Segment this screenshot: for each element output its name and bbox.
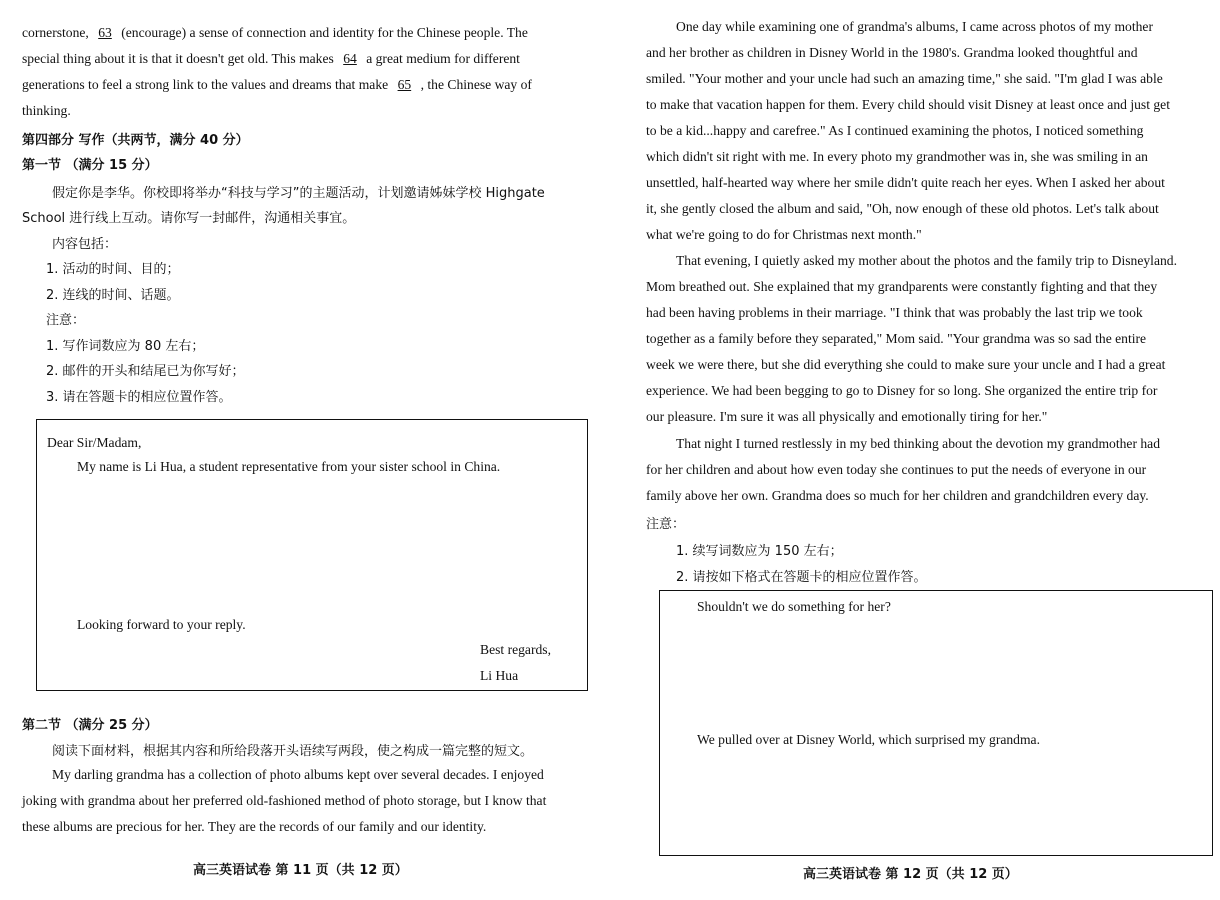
section2-heading: 第二节 （满分 25 分） [22, 718, 158, 733]
section2-instruction: 阅读下面材料，根据其内容和所给段落开头语续写两段，使之构成一篇完整的短文。 [52, 744, 534, 759]
letter-closing: Looking forward to your reply. [77, 617, 246, 632]
right-note-item-1: 1. 续写词数应为 150 左右； [676, 544, 843, 559]
letter-signature: Li Hua [480, 668, 519, 683]
note-item-2: 2. 邮件的开头和结尾已为你写好； [46, 364, 245, 379]
letter-greeting: Dear Sir/Madam, [47, 435, 142, 450]
story-paragraph-1: My darling grandma has a collection of photo albums kept over several decades. I enjoyed joking with grandma about her preferred old-fashioned method of photo storage, but I know that these albums are precious for her. They are the records of our family and our identity. [22, 767, 547, 834]
story-paragraph-4: That night I turned restlessly in my bed thinking about the devotion my grandmother had for her children and about how even today she continues to put the needs of everyone in our family above her own. Grandma does so much for her children and grandchildren every day. [646, 436, 1160, 503]
passage-line-4: thinking. [22, 103, 71, 118]
passage-line-3: generations to feel a strong link to the values and dreams that make 65 , the Chinese way of [22, 77, 532, 92]
letter-opening: My name is Li Hua, a student representative from your sister school in China. [77, 459, 501, 474]
note-item-1: 1. 写作词数应为 80 左右； [46, 339, 205, 354]
continuation-opener-1: Shouldn't we do something for her? [697, 599, 891, 614]
content-label: 内容包括： [52, 237, 118, 252]
blank-64: 64 [343, 51, 357, 66]
blank-65: 65 [397, 77, 412, 92]
right-notes-label: 注意： [646, 517, 686, 532]
continuation-opener-2: We pulled over at Disney World, which surprised my grandma. [697, 732, 1040, 747]
blank-63: 63 [98, 25, 112, 40]
content-item-2: 2. 连线的时间、话题。 [46, 288, 180, 303]
page-footer-12: 高三英语试卷 第 12 页（共 12 页） [803, 867, 1018, 882]
right-note-item-2: 2. 请按如下格式在答题卡的相应位置作答。 [676, 570, 927, 585]
story-paragraph-3: That evening, I quietly asked my mother about the photos and the family trip to Disneyland. Mom breathed out. She explained that my grandparents were constantly fighting and that they had been having problems in their marriage. "I think that was probably the last trip we took together as a family before they separated," Mom said. "Your grandma was so sad the entire week we were there, but she did everything she could to make sure your uncle and I had a great experience. We had been begging to go to Disney for so long. She organized the entire trip for our pleasure. I'm sure it was all physically and emotionally tiring for her." [646, 253, 1177, 424]
letter-answer-box [36, 419, 588, 691]
prompt-line-1: 假定你是李华。你校即将举办“科技与学习”的主题活动，计划邀请姊妹学校 Highgate [52, 186, 545, 201]
passage-line-1: cornerstone, 63 (encourage) a sense of connection and identity for the Chinese people. The [22, 25, 528, 40]
section1-heading: 第一节 （满分 15 分） [22, 158, 158, 173]
passage-line-2: special thing about it is that it doesn't get old. This makes 64 a great medium for different [22, 51, 520, 66]
letter-regards: Best regards, [480, 642, 551, 657]
note-item-3: 3. 请在答题卡的相应位置作答。 [46, 390, 232, 405]
right-page [610, 0, 1220, 900]
prompt-line-2: School 进行线上互动。请你写一封邮件，沟通相关事宜。 [22, 211, 356, 226]
continuation-answer-box [659, 590, 1213, 856]
content-item-1: 1. 活动的时间、目的； [46, 262, 180, 277]
part4-heading: 第四部分 写作（共两节，满分 40 分） [22, 133, 249, 148]
story-paragraph-2: One day while examining one of grandma's albums, I came across photos of my mother and her brother as children in Disney World in the 1980's. Grandma looked thoughtful and smiled. "Your mother and your uncle had such an amazing time," she said. "I'm glad I was able to make that vacation happen for them. Every child should visit Disney at least once and just get to be a kid...happy and carefree." As I continued examining the photos, I noticed something which didn't sit right with me. In every photo my grandmother was in, she was smiling in an unsettled, half-hearted way where her smile didn't quite reach her eyes. When I asked her about it, she gently closed the album and said, "Oh, now enough of these old photos. Let's talk about what we're going to do for Christmas next month." [646, 19, 1170, 242]
page-footer-11: 高三英语试卷 第 11 页（共 12 页） [193, 863, 408, 878]
notes-label: 注意： [46, 313, 86, 328]
